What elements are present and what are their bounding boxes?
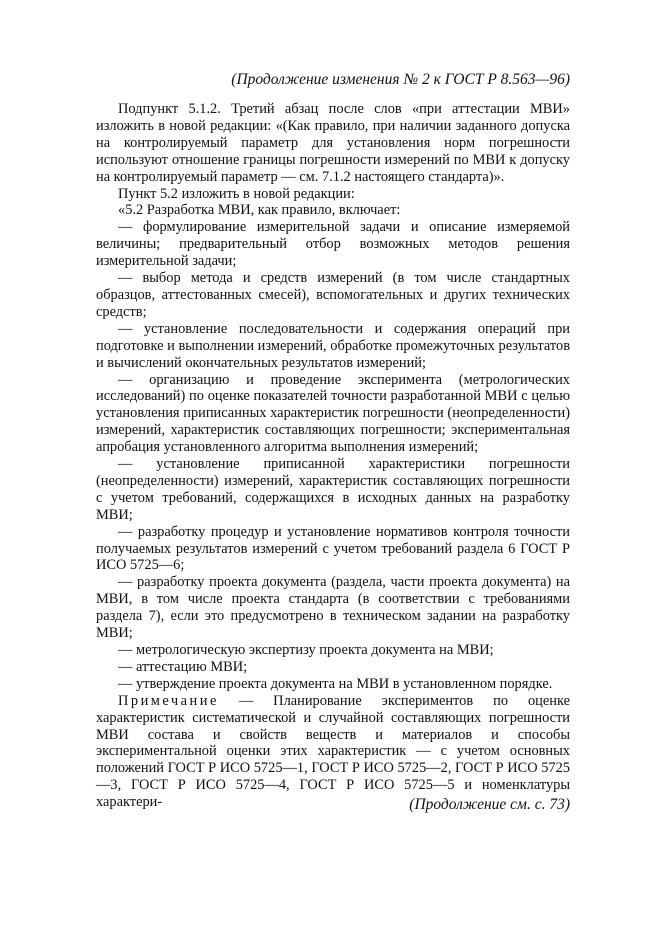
page-header-continuation: (Продолжение изменения № 2 к ГОСТ Р 8.563—96)	[231, 71, 570, 88]
note-label: Примечание	[118, 692, 219, 709]
list-item: — формулирование измерительной задачи и описание измеряемой величины; предварительный отбор возможных методов решения измерительной задачи;	[96, 219, 570, 270]
note-paragraph	[96, 693, 570, 811]
paragraph: Пункт 5.2 изложить в новой редакции:	[118, 185, 355, 202]
list-item: — аттестацию МВИ;	[118, 658, 248, 675]
document-body	[96, 101, 570, 811]
paragraph: Подпункт 5.1.2. Третий абзац после слов «при аттестации МВИ» изложить в новой редакции: «(Как правило, при наличии заданного допуска на контролируемый параметр для установления норм погрешности используют отношение границы погрешности измерений по МВИ к допуску на контролируемый параметр — см. 7.1.2 настоящего стандарта)».	[96, 101, 570, 185]
list-item: — разработку проекта документа (раздела, части проекта документа) на МВИ, в том числе проекта стандарта (в соответствии с требованиями раздела 7), если это предусмотрено в техническом задании на разработку МВИ;	[96, 574, 570, 642]
page-footer-continuation: (Продолжение см. с. 73)	[409, 796, 570, 813]
paragraph: «5.2 Разработка МВИ, как правило, включает:	[118, 202, 401, 219]
list-item: — организацию и проведение эксперимента (метрологических исследований) по оценке показателей точности разработанной МВИ с целью установления приписанных характеристик погрешности (неопределенности) измерений, характеристик составляющих погрешности; экспериментальная апробация установленного алгоритма выполнения измерений;	[96, 371, 570, 456]
list-item: — выбор метода и средств измерений (в том числе стандартных образцов, аттестованных смесей), вспомогательных и других технических средств;	[96, 270, 570, 320]
list-item: — метрологическую экспертизу проекта документа на МВИ;	[118, 642, 494, 658]
list-item: — установление приписанной характеристики погрешности (неопределенности) измерений, характеристик составляющих погрешности с учетом требований, содержащихся в исходных данных на разработку МВИ;	[96, 456, 570, 523]
list-item: — установление последовательности и содержания операций при подготовке и выполнении измерений, обработке промежуточных результатов и вычислений окончательных результатов измерений;	[96, 320, 570, 371]
note-text: — Планирование экспериментов по оценке характеристик систематической и случайной составляющих погрешности МВИ состава и свойств веществ и материалов и способы экспериментальной оценки этих характеристик — с учетом основных положений ГОСТ Р ИСО 5725—1, ГОСТ Р ИСО 5725—2, ГОСТ Р ИСО 5725—3, ГОСТ Р ИСО 5725—4, ГОСТ Р ИСО 5725—5 и номенклатуры характери-	[96, 692, 570, 811]
list-item: — разработку процедур и установление нормативов контроля точности получаемых результатов измерений с учетом требований раздела 6 ГОСТ Р ИСО 5725—6;	[96, 523, 570, 574]
list-item: — утверждение проекта документа на МВИ в установленном порядке.	[118, 675, 553, 692]
